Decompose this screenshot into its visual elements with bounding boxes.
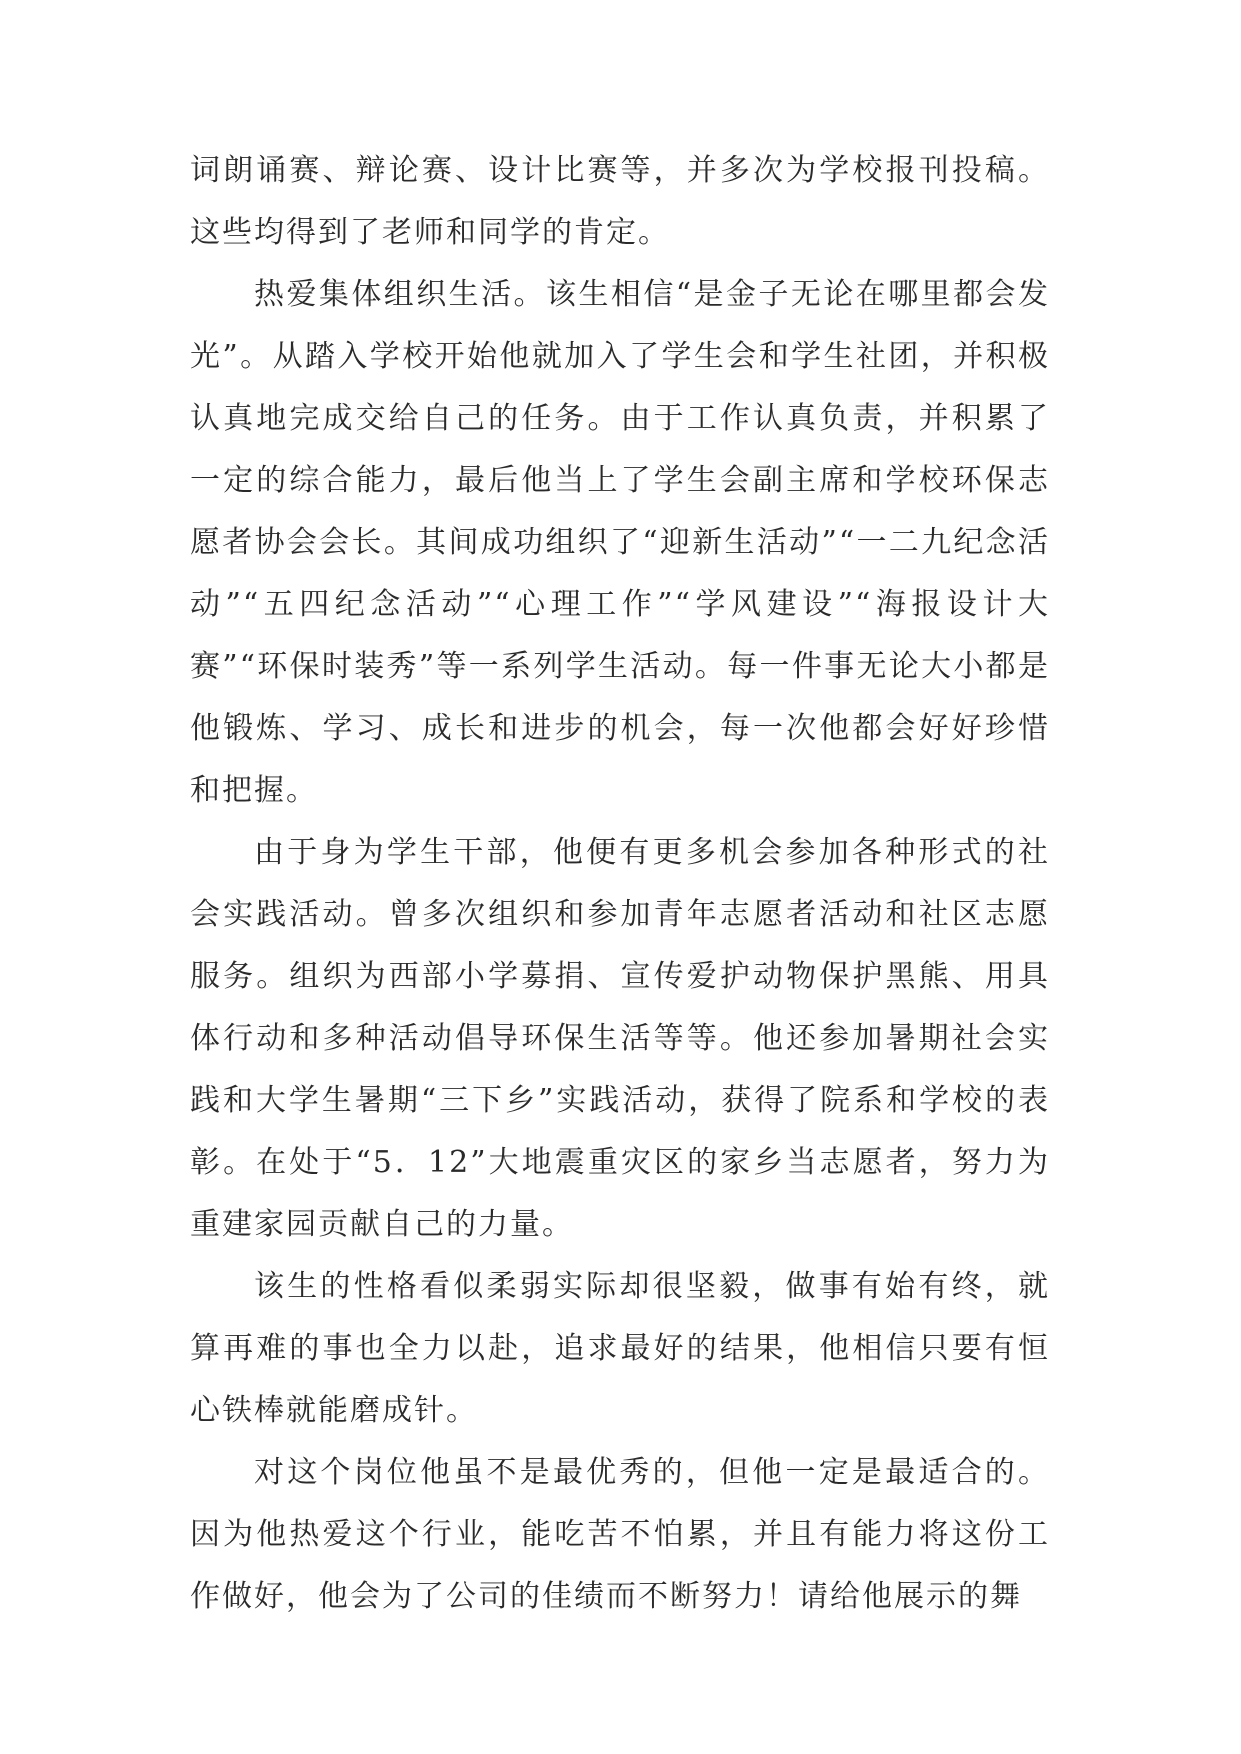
paragraph-personality: 该生的性格看似柔弱实际却很坚毅，做事有始有终，就算再难的事也全力以赴，追求最好的结果，他相信只要有恒心铁棒就能磨成针。 <box>190 1269 1050 1428</box>
paragraph-continuation: 词朗诵赛、辩论赛、设计比赛等，并多次为学校报刊投稿。这些均得到了老师和同学的肯定。 <box>190 153 1050 250</box>
document-body <box>190 140 1050 1628</box>
paragraph-social-practice: 由于身为学生干部，他便有更多机会参加各种形式的社会实践活动。曾多次组织和参加青年志愿者活动和社区志愿服务。组织为西部小学募捐、宣传爱护动物保护黑熊、用具体行动和多种活动倡导环保生活等等。他还参加暑期社会实践和大学生暑期“三下乡”实践活动，获得了院系和学校的表彰。在处于“5．12”大地震重灾区的家乡当志愿者，努力为重建家园贡献自己的力量。 <box>190 835 1050 1242</box>
paragraph-collective-life: 热爱集体组织生活。该生相信“是金子无论在哪里都会发光”。从踏入学校开始他就加入了学生会和学生社团，并积极认真地完成交给自己的任务。由于工作认真负责，并积累了一定的综合能力，最后他当上了学生会副主席和学校环保志愿者协会会长。其间成功组织了“迎新生活动”“一二九纪念活动”“五四纪念活动”“心理工作”“学风建设”“海报设计大赛”“环保时装秀”等一系列学生活动。每一件事无论大小都是他锻炼、学习、成长和进步的机会，每一次他都会好好珍惜和把握。 <box>190 277 1050 808</box>
paragraph-job-fit: 对这个岗位他虽不是最优秀的，但他一定是最适合的。因为他热爱这个行业，能吃苦不怕累，并且有能力将这份工作做好，他会为了公司的佳绩而不断努力！请给他展示的舞 <box>190 1455 1050 1614</box>
